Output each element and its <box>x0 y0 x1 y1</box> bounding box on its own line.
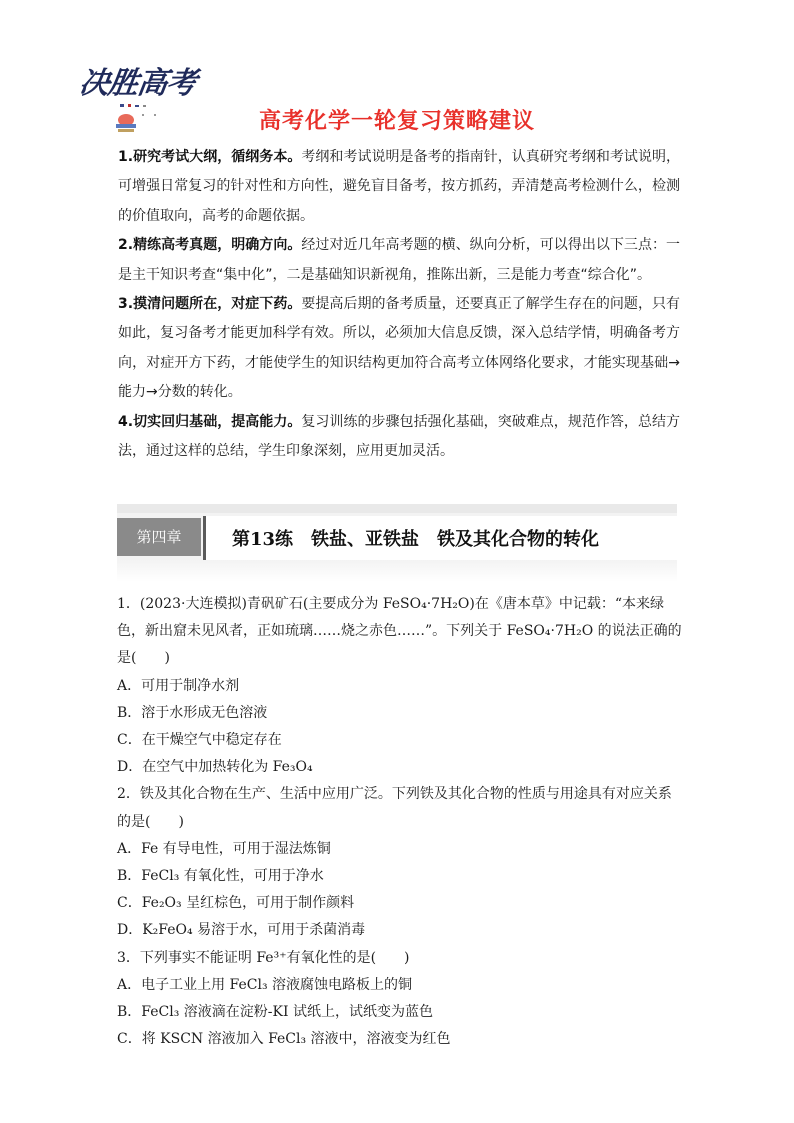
question-option: C．将 KSCN 溶液加入 FeCl₃ 溶液中，溶液变为红色 <box>117 1031 451 1048</box>
chapter-title: 第13练 铁盐、亚铁盐 铁及其化合物的转化 <box>232 529 600 550</box>
strategy-num: 1. <box>118 149 134 165</box>
question-option: D．K₂FeO₄ 易溶于水，可用于杀菌消毒 <box>117 922 366 939</box>
strategy-section <box>118 143 680 466</box>
strategy-text: 复习训练的步骤包括强化基础，突破难点，规范作答，总结方法，通过这样的总结，学生印象深刻，应用更加灵活。 <box>118 413 680 460</box>
question-option: D．在空气中加热转化为 Fe₃O₄ <box>117 759 313 776</box>
question-option: B．FeCl₃ 溶液滴在淀粉-KI 试纸上，试纸变为蓝色 <box>117 1004 433 1021</box>
chapter-title-box <box>203 516 680 560</box>
strategy-item <box>118 290 680 408</box>
strategy-num: 2. <box>118 237 134 254</box>
strategy-item <box>118 143 680 231</box>
question-option: C．在干燥空气中稳定存在 <box>117 732 282 749</box>
question-option: B．FeCl₃ 有氧化性，可用于净水 <box>117 868 324 885</box>
question-stem: 3．下列事实不能证明 Fe³⁺有氧化性的是( ) <box>117 949 410 966</box>
question-option: B．溶于水形成无色溶液 <box>117 704 268 721</box>
strategy-heading: 切实回归基础，提高能力。 <box>133 413 302 430</box>
question-option: A．可用于制净水剂 <box>117 677 240 694</box>
chapter-header-top-band <box>117 504 677 513</box>
question-stem: 2．铁及其化合物在生产、生活中应用广泛。下列铁及其化合物的性质与用途具有对应关系的是( ) <box>117 786 672 830</box>
logo-text: 决胜高考 <box>77 66 198 101</box>
strategy-num: 4. <box>118 413 134 430</box>
page-title: 高考化学一轮复习策略建议 <box>258 109 535 134</box>
strategy-heading: 摸清问题所在，对症下药。 <box>133 296 302 313</box>
strategy-text: 经过对近几年高考题的横、纵向分析，可以得出以下三点：一是主干知识考查“集中化”，二是基础知识新视角，推陈出新，三是能力考查“综合化”。 <box>118 237 680 283</box>
strategy-heading: 研究考试大纲，循纲务本。 <box>133 149 302 165</box>
chapter-header <box>117 504 677 582</box>
question-stem: 1．(2023·大连模拟)青矾矿石(主要成分为 FeSO₄·7H₂O)在《唐本草》中记载：“本来绿色，新出窟未见风者，正如琉璃……烧之赤色……”。下列关于 FeSO₄·7H₂O 的说法正确的是( ) <box>117 596 682 667</box>
question-option: A．Fe 有导电性，可用于湿法炼铜 <box>117 840 331 857</box>
chapter-tag: 第四章 <box>117 518 201 556</box>
strategy-item <box>118 408 680 467</box>
question-option: C．Fe₂O₃ 呈红棕色，可用于制作颜料 <box>117 895 355 912</box>
strategy-heading: 精练高考真题，明确方向。 <box>133 237 302 254</box>
strategy-text: 要提高后期的备考质量，还要真正了解学生存在的问题，只有如此，复习备考才能更加科学有效。所以，必须加大信息反馈，深入总结学情，明确备考方向，对症开方下药，才能使学生的知识结构更加符合高考立体网络化要求，才能实现基础→能力→分数的转化。 <box>118 296 680 401</box>
chapter-header-bottom-band <box>117 560 677 582</box>
question-list <box>117 591 682 1053</box>
strategy-text: 考纲和考试说明是备考的指南针，认真研究考纲和考试说明，可增强日常复习的针对性和方向性，避免盲目备考，按方抓药，弄清楚高考检测什么，检测的价值取向，高考的命题依据。 <box>118 149 680 224</box>
strategy-num: 3. <box>118 296 134 313</box>
strategy-item <box>118 231 680 290</box>
question-option: A．电子工业上用 FeCl₃ 溶液腐蚀电路板上的铜 <box>117 976 413 993</box>
